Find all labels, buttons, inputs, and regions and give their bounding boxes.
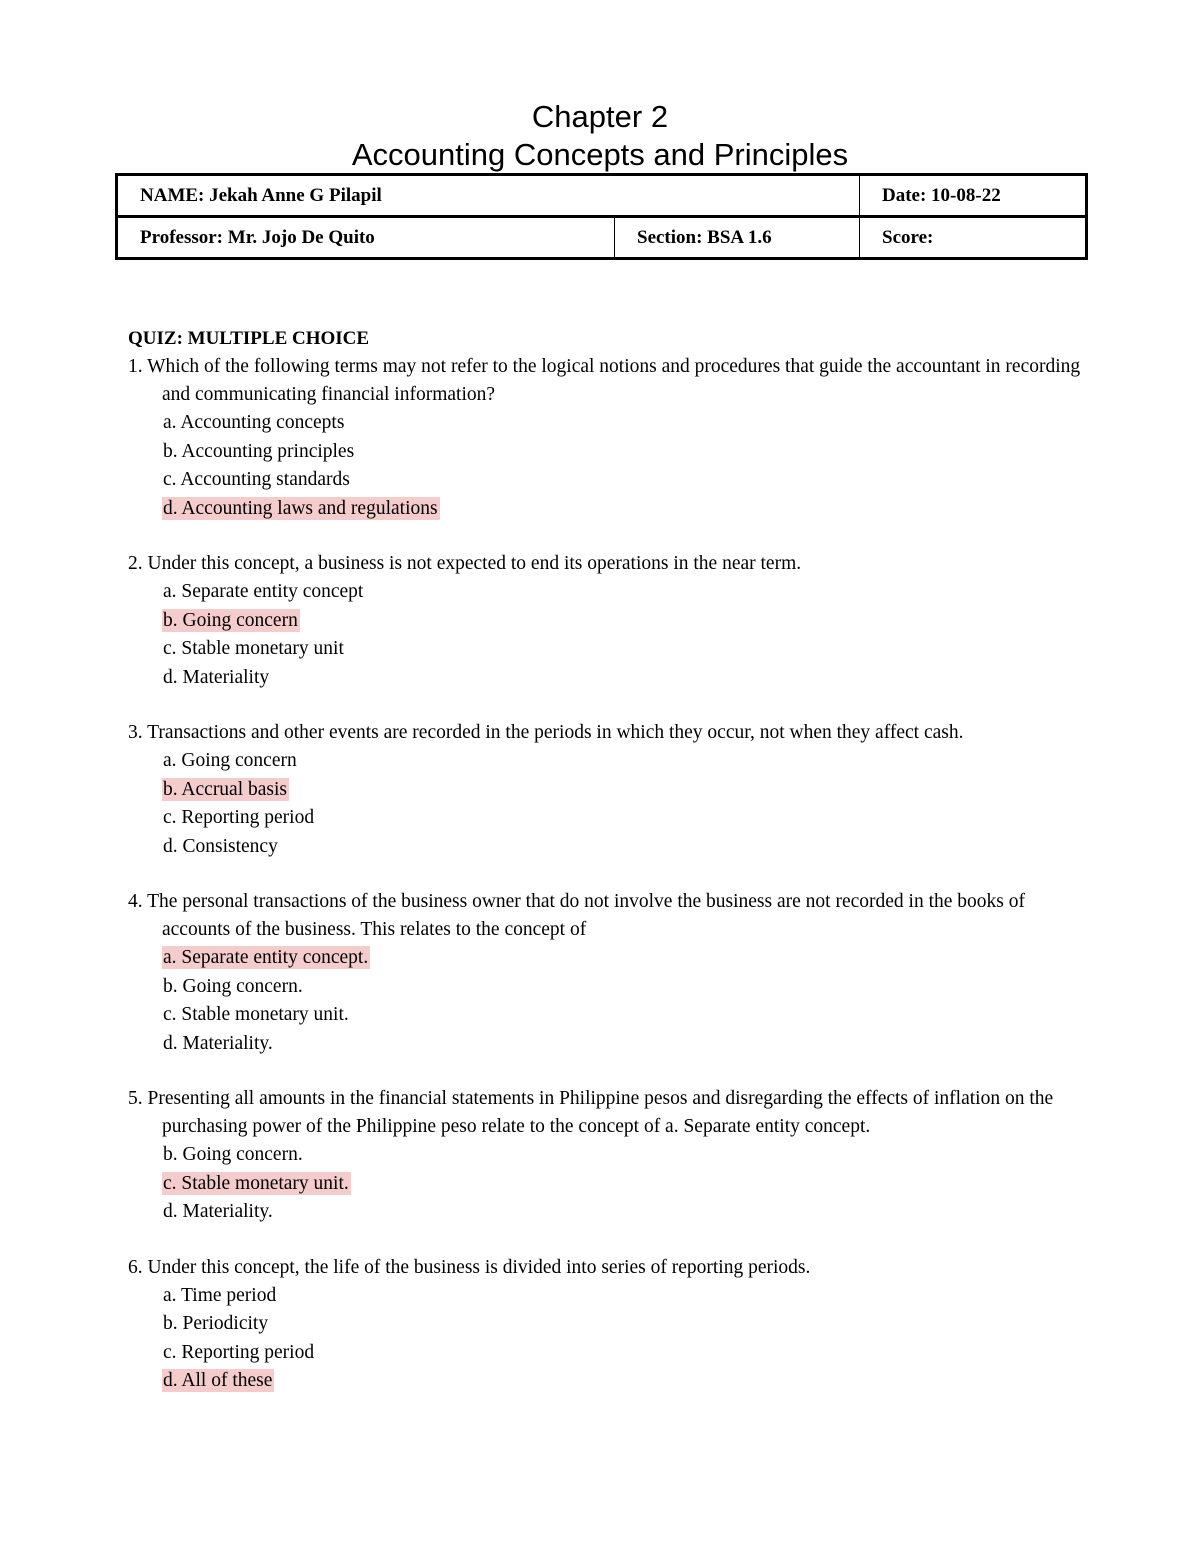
option-item xyxy=(162,747,1088,776)
chapter-heading: Chapter 2 xyxy=(531,99,669,134)
professor-field: Professor: Mr. Jojo De Quito xyxy=(117,217,615,259)
info-row xyxy=(117,217,1087,259)
option-text: b. Going concern. xyxy=(163,1144,303,1165)
option-list xyxy=(128,747,1088,861)
question-text: 6. Under this concept, the life of the business is divided into series of reporting periods. xyxy=(128,1256,811,1278)
option-text: d. Materiality xyxy=(163,666,270,688)
option-item xyxy=(162,635,1088,664)
option-item xyxy=(162,466,1088,495)
option-list xyxy=(128,1282,1088,1396)
highlighted-answer: a. Separate entity concept. xyxy=(163,947,369,968)
quiz-heading: QUIZ: MULTIPLE CHOICE xyxy=(128,328,370,349)
option-item xyxy=(162,1310,1088,1339)
page-title: Accounting Concepts and Principles xyxy=(351,137,849,172)
question-item xyxy=(128,550,1088,692)
option-text: d. Consistency xyxy=(163,835,278,857)
option-item xyxy=(162,1367,1088,1396)
question-item xyxy=(128,888,1088,1058)
student-info-table xyxy=(115,173,1088,260)
option-list xyxy=(128,1141,1088,1227)
option-text: a. Accounting concepts xyxy=(163,412,345,433)
question-text: 4. The personal transactions of the business owner that do not involve the business are not recorded in the books of accounts of the business. This relates to the concept of xyxy=(128,891,1025,940)
option-item xyxy=(162,1339,1088,1368)
option-item xyxy=(162,1282,1088,1311)
option-item xyxy=(162,438,1088,467)
question-item xyxy=(128,353,1088,523)
option-text: d. Materiality. xyxy=(163,1201,273,1222)
option-item xyxy=(162,1001,1088,1030)
option-text: d. Materiality. xyxy=(163,1032,273,1054)
option-item xyxy=(162,1170,1088,1199)
option-list xyxy=(128,409,1088,523)
question-list xyxy=(128,353,1088,1396)
option-list xyxy=(128,578,1088,692)
option-text: a. Separate entity concept xyxy=(163,581,364,602)
name-field: NAME: Jekah Anne G Pilapil xyxy=(117,175,860,217)
question-item xyxy=(128,719,1088,861)
section-field: Section: BSA 1.6 xyxy=(615,217,860,259)
score-field: Score: xyxy=(860,217,1087,259)
option-item xyxy=(162,944,1088,973)
question-text: 1. Which of the following terms may not refer to the logical notions and procedures that guide the accountant in recording and communicating financial information? xyxy=(128,356,1081,405)
option-item xyxy=(162,833,1088,862)
option-text: a. Time period xyxy=(163,1284,277,1306)
highlighted-answer: d. Accounting laws and regulations xyxy=(163,497,438,519)
option-text: b. Going concern. xyxy=(163,975,303,997)
info-row xyxy=(117,175,1087,217)
option-text: c. Accounting standards xyxy=(163,469,350,490)
option-item xyxy=(162,1198,1088,1227)
option-item xyxy=(162,409,1088,438)
option-item xyxy=(162,664,1088,693)
option-text: a. Going concern xyxy=(163,750,297,771)
option-text: c. Stable monetary unit xyxy=(163,638,344,659)
option-item xyxy=(162,1141,1088,1170)
option-text: b. Periodicity xyxy=(163,1313,269,1334)
date-field: Date: 10-08-22 xyxy=(860,175,1087,217)
option-text: c. Reporting period xyxy=(163,807,315,828)
option-text: c. Stable monetary unit. xyxy=(163,1004,349,1025)
highlighted-answer: c. Stable monetary unit. xyxy=(163,1172,349,1194)
option-list xyxy=(128,944,1088,1058)
option-text: c. Reporting period xyxy=(163,1341,315,1363)
highlighted-answer: b. Accrual basis xyxy=(163,778,288,800)
quiz-section xyxy=(128,325,1088,1423)
option-item xyxy=(162,495,1088,524)
option-item xyxy=(162,578,1088,607)
option-item xyxy=(162,776,1088,805)
question-item xyxy=(128,1085,1088,1227)
option-item xyxy=(162,1030,1088,1059)
highlighted-answer: d. All of these xyxy=(163,1370,273,1391)
question-text: 2. Under this concept, a business is not expected to end its operations in the near term. xyxy=(128,553,802,574)
option-text: b. Accounting principles xyxy=(163,440,355,462)
option-item xyxy=(162,607,1088,636)
question-text: 5. Presenting all amounts in the financial statements in Philippine pesos and disregarding the effects of inflation on the purchasing power of the Philippine peso relate to the concept of a. Separate entity concept. xyxy=(128,1088,1054,1137)
question-item xyxy=(128,1254,1088,1396)
option-item xyxy=(162,804,1088,833)
question-text: 3. Transactions and other events are recorded in the periods in which they occur, not when they affect cash. xyxy=(128,722,964,743)
option-item xyxy=(162,973,1088,1002)
highlighted-answer: b. Going concern xyxy=(163,609,298,631)
